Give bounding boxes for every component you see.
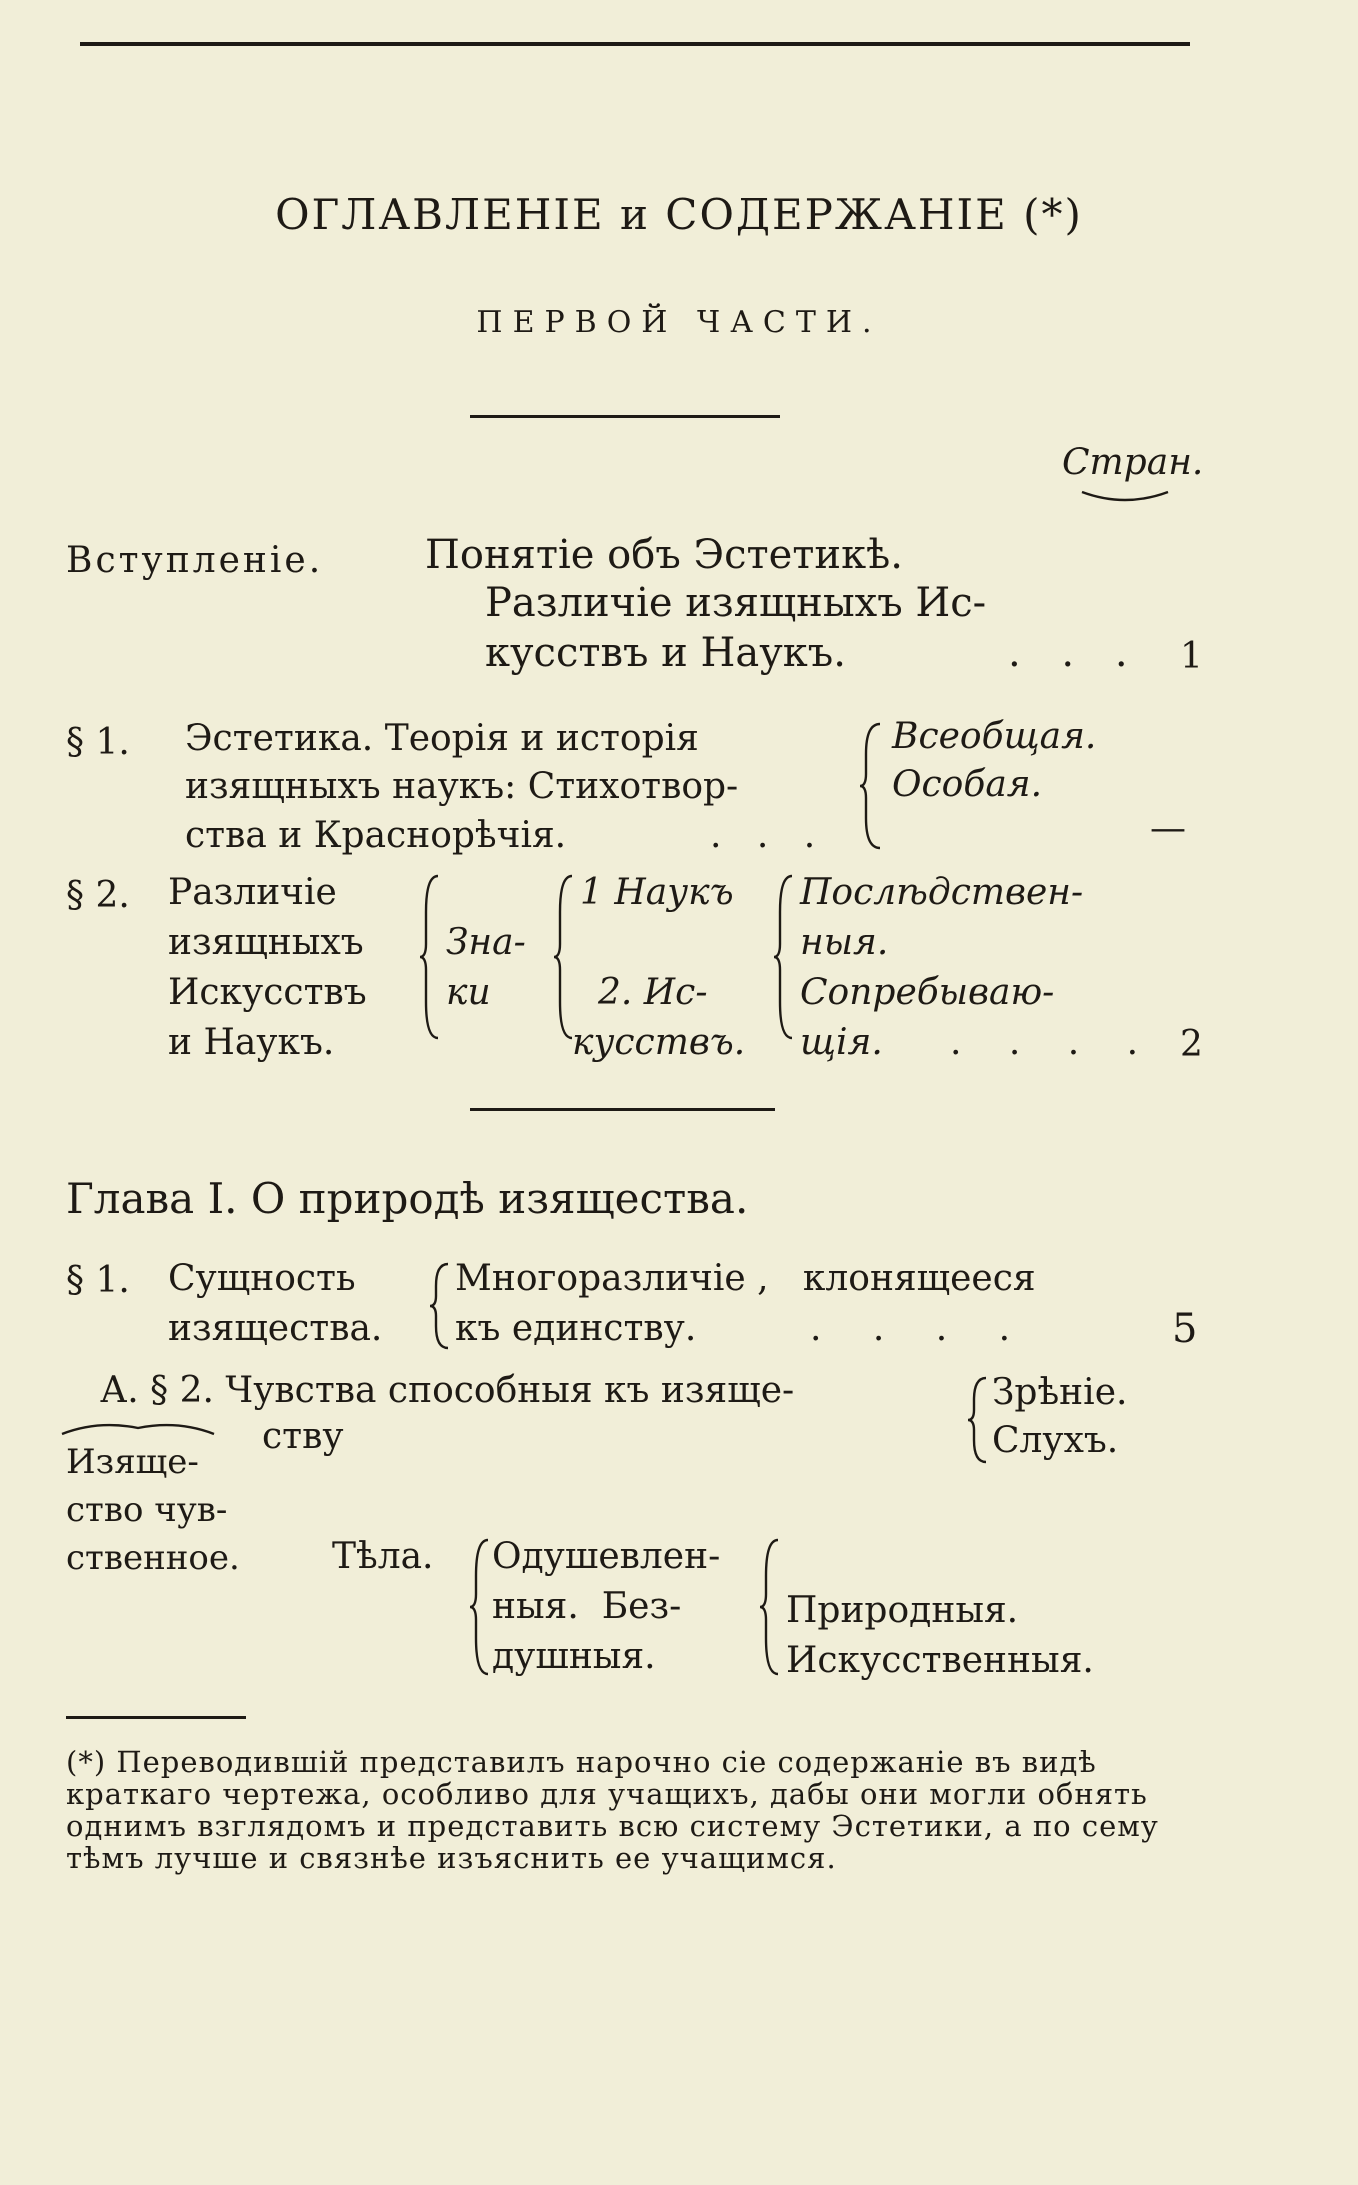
bodies-kind-1: Природныя. xyxy=(786,1590,1019,1631)
page-subtitle: ПЕРВОЙ ЧАСТИ. xyxy=(476,305,882,340)
ch1-s1-page: 5 xyxy=(1172,1306,1198,1352)
s2-dots: . . . . xyxy=(950,1022,1157,1063)
ch1-s1-dots: . . . . xyxy=(810,1308,1031,1349)
intro-dots: . . . xyxy=(1008,630,1142,676)
s2-line-4: и Наукъ. xyxy=(168,1022,335,1063)
s2-brace-2 xyxy=(552,872,578,1042)
s2-branch-2: 2. Ис- xyxy=(598,972,708,1013)
ch1-s1-number: § 1. xyxy=(66,1260,130,1301)
footnote-rule xyxy=(66,1716,246,1719)
s1-dots: . . . xyxy=(710,815,828,856)
bodies-type-1: Одушевлен- xyxy=(492,1536,721,1577)
side-heading-overbrace xyxy=(58,1418,218,1440)
s2-line-1: Различіе xyxy=(168,872,337,913)
side-heading-2: ство чув- xyxy=(66,1490,228,1530)
intro-line-3: кусствъ и Наукъ. xyxy=(485,630,846,676)
s2-leaf-3: Сопребываю- xyxy=(800,972,1055,1013)
bodies-sub-brace xyxy=(758,1536,784,1678)
s2-brace-1 xyxy=(418,872,444,1042)
s2-leaf-2: ныя. xyxy=(800,922,889,963)
ch1-s1-line-2: изящества. xyxy=(168,1308,383,1349)
bodies-type-2: ныя. Без- xyxy=(492,1586,682,1627)
s1-right-1: Всеобщая. xyxy=(892,716,1097,757)
bodies-type-3: душныя. xyxy=(492,1636,656,1677)
s1-brace xyxy=(858,720,886,852)
side-heading-3: ственное. xyxy=(66,1538,240,1578)
s1-page: — xyxy=(1150,808,1186,849)
ch1-s1-brace xyxy=(428,1260,454,1352)
header-divider xyxy=(470,415,780,418)
top-rule xyxy=(80,42,1190,46)
s2-mid-1: Зна- xyxy=(446,922,526,963)
side-heading-1: Изяще- xyxy=(66,1442,199,1482)
bodies-brace xyxy=(468,1536,494,1678)
s1-line-3: ства и Краснорѣчія. xyxy=(185,815,567,856)
s2-leaf-1: Послѣдствен- xyxy=(800,872,1084,913)
intro-page: 1 xyxy=(1180,636,1203,677)
intro-label: Вступленіе. xyxy=(66,540,324,581)
ch1-s2-senses-brace xyxy=(966,1374,992,1466)
bodies-kind-2: Искусственныя. xyxy=(786,1640,1094,1681)
ch1-s2-sense-2: Слухъ. xyxy=(992,1420,1119,1461)
s2-page: 2 xyxy=(1180,1024,1203,1065)
bodies-label: Тѣла. xyxy=(332,1536,434,1577)
ch1-s2-heading: А. § 2. Чувства способныя къ изяще- xyxy=(100,1370,795,1411)
s1-right-2: Особая. xyxy=(892,764,1043,805)
page-title: ОГЛАВЛЕНІЕ и СОДЕРЖАНІЕ (*) xyxy=(275,190,1083,239)
s1-line-2: изящныхъ наукъ: Стихотвор- xyxy=(185,766,739,807)
s2-mid-2: ки xyxy=(446,972,491,1013)
s2-number: § 2. xyxy=(66,875,130,916)
page-label-underline xyxy=(1080,488,1170,506)
ch1-s1-right-2: къ единству. xyxy=(455,1308,697,1349)
s2-brace-3 xyxy=(772,872,798,1042)
ch1-s1-line-1: Сущность xyxy=(168,1258,356,1299)
intro-line-1: Понятіе объ Эстетикѣ. xyxy=(425,532,903,578)
s2-branch-1: 1 Наукъ xyxy=(580,872,734,913)
s2-line-2: изящныхъ xyxy=(168,922,364,963)
footnote: (*) Переводившій представилъ нарочно сіе содержаніе въ видѣ краткаго чертежа, особливо для учащихъ, дабы они могли обнять однимъ взглядомъ и представить всю систему Эстетики, а по сему тѣмъ лучше и связнѣе изъяснить ее учащимся. xyxy=(66,1745,1159,1875)
page-column-label: Стран. xyxy=(1062,442,1204,483)
s1-line-1: Эстетика. Теорія и исторія xyxy=(185,718,699,759)
s2-leaf-4: щія. xyxy=(800,1022,883,1063)
s2-line-3: Искусствъ xyxy=(168,972,367,1013)
s1-number: § 1. xyxy=(66,722,130,763)
ch1-s1-right-1: Многоразличіе , клонящееся xyxy=(455,1258,1036,1299)
ch1-s2-sense-1: Зрѣніе. xyxy=(992,1372,1128,1413)
section-divider xyxy=(470,1108,775,1111)
chapter-title: Глава I. О природѣ изящества. xyxy=(66,1174,749,1223)
ch1-s2-heading-cont: ству xyxy=(262,1416,344,1457)
intro-line-2: Различіе изящныхъ Ис- xyxy=(485,580,987,626)
s2-branch-3: кусствъ. xyxy=(572,1022,746,1063)
